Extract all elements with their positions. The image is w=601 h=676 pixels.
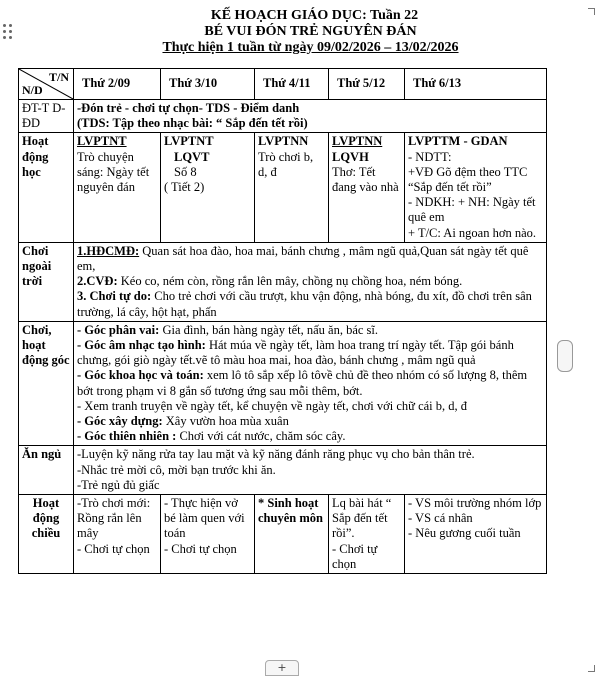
weekly-plan-table: [18, 68, 547, 574]
corner-item-head: - Góc thiên nhiên :: [77, 429, 177, 444]
row-label-corners: Chơi, hoạt động góc: [19, 321, 74, 446]
afternoon-text: - VS môi trường nhóm lớp: [408, 496, 542, 511]
activity-text: - NDTT:: [408, 149, 452, 164]
corner-item: [77, 429, 543, 444]
subject-code-2: LQVH: [332, 149, 369, 164]
corner-item-head: - Góc phân vai:: [77, 322, 160, 337]
theme-title: BÉ VUI ĐÓN TRẺ NGUYÊN ĐÁN: [204, 24, 417, 39]
welcome-cell: [74, 100, 547, 133]
activity-text: Trò chơi b, d, đ: [258, 149, 314, 179]
table-row: [19, 321, 547, 446]
corner-item: [77, 414, 543, 429]
activity-wed: [255, 133, 329, 242]
afternoon-text: - VS cá nhân: [408, 511, 473, 526]
corner-item: - Xem tranh truyện về ngày tết, kể chuyện về ngày tết, chơi với chữ cái b, d, đ: [77, 398, 468, 413]
outdoor-item: [77, 274, 543, 289]
welcome-line: (TDS: Tập theo nhạc bài: “ Sắp đến tết rồi): [77, 116, 308, 131]
row-label-welcome: ĐT-T D-ĐD: [19, 100, 74, 133]
row-label-outdoor: Chơi ngoài trời: [19, 242, 74, 321]
afternoon-thu: [329, 495, 405, 574]
activity-mon: [74, 133, 161, 242]
row-label-afternoon: Hoạt động chiều: [19, 495, 74, 574]
outdoor-item-head: 1.HĐCMĐ:: [77, 243, 140, 258]
day-header: Thứ 6/13: [405, 69, 547, 100]
subject-code-2: LQVT: [174, 149, 210, 164]
activity-tue: [161, 133, 255, 242]
row-label-meals: Ăn ngủ: [19, 446, 74, 495]
subject-code: LVPTNN: [258, 134, 309, 149]
subject-code: LVPTTM - GDAN: [408, 134, 508, 149]
activity-fri: [405, 133, 547, 242]
outdoor-item-head: 3. Chơi tự do:: [77, 289, 152, 304]
corner-cell: [19, 69, 74, 100]
drag-handle-icon[interactable]: [3, 24, 15, 40]
outdoor-item: [77, 289, 543, 319]
afternoon-text: - Chơi tự chọn: [164, 541, 237, 556]
row-label-activities: Hoạt động học: [19, 133, 74, 242]
subject-code: LVPTNN: [332, 134, 383, 149]
outdoor-item-head: 2.CVĐ:: [77, 274, 118, 289]
page-title: KẾ HOẠCH GIÁO DỤC: Tuần 22: [210, 8, 419, 23]
activity-text: Trò chuyện sáng: Ngày tết nguyên đán: [77, 149, 150, 195]
afternoon-fri: [405, 495, 547, 574]
welcome-line: -Đón trẻ - chơi tự chọn- TDS - Điểm danh: [77, 101, 300, 115]
activity-text: Số 8: [174, 164, 197, 179]
subject-code: LVPTNT: [164, 134, 214, 149]
day-header: Thứ 5/12: [329, 69, 405, 100]
table-row: [19, 446, 547, 495]
table-row: [19, 495, 547, 574]
margin-corner-icon: [588, 8, 595, 15]
outdoor-item: [77, 244, 543, 274]
corner-item-text: Chơi với cát nước, chăm sóc cây.: [179, 429, 346, 444]
meals-line: -Trẻ ngủ đủ giấc: [77, 477, 160, 492]
table-row: [19, 242, 547, 321]
plan-header: [0, 8, 601, 56]
corner-item-text: Hát múa về ngày tết, làm hoa trang trí ngày tết. Tập gói bánh chưng, gói giò ngày tết.vẽ tô màu hoa mai, hoa đào, bánh chưng , mâm ngũ quả: [77, 338, 514, 368]
outdoor-item-text: Kéo co, ném còn, rồng rắn lên mây, chồng nụ chồng hoa, ném bóng.: [120, 274, 463, 289]
activity-text: - NDKH: + NH: Ngày tết quê em: [408, 195, 536, 225]
margin-corner-icon: [588, 665, 595, 672]
activity-text: Thơ: Tết đang vào nhà: [332, 164, 399, 195]
afternoon-text: Lq bài hát “ Sắp đến tết rồi”.: [332, 496, 392, 541]
afternoon-tue: [161, 495, 255, 574]
activity-text: +VĐ Gõ đệm theo TTC “Sắp đến tết rồi”: [408, 164, 528, 195]
activity-thu: [329, 133, 405, 242]
activity-text: + T/C: Ai ngoan hơn nào.: [408, 225, 537, 240]
table-row: [19, 133, 547, 242]
corner-item: [77, 323, 543, 338]
corner-bottom-label: N/D: [22, 82, 43, 97]
outdoor-item-text: Cho trẻ chơi với cầu trượt, khu vận động, nhà bóng, đu xít, đồ chơi trên sân trường, lá cây, hột hạt, phấn: [77, 289, 532, 319]
afternoon-text: - Nêu gương cuối tuần: [408, 526, 521, 541]
afternoon-text: * Sinh hoạt chuyên môn: [258, 496, 323, 526]
corner-item-head: - Góc âm nhạc tạo hình:: [77, 338, 206, 353]
corners-cell: [74, 321, 547, 446]
corner-item: [77, 338, 543, 368]
corner-item-text: Gia đình, bán hàng ngày tết, nấu ăn, bác sĩ.: [162, 322, 379, 337]
table-row: [19, 100, 547, 133]
corner-item-head: - Góc khoa học và toán:: [77, 368, 204, 383]
corner-item: [77, 368, 543, 398]
outdoor-cell: [74, 242, 547, 321]
meals-line: -Nhắc trẻ mời cô, mời bạn trước khi ăn.: [77, 462, 276, 477]
meals-cell: [74, 446, 547, 495]
afternoon-text: -Trò chơi mới: Rồng rắn lên mây: [77, 496, 151, 541]
corner-item-head: - Góc xây dựng:: [77, 414, 163, 429]
corner-item-text: xem lô tô sắp xếp lô tôvề chủ đề theo nhóm có số lượng 8, thêm bớt trong phạm vi 8 gắn số tương ứng sau mỗi thêm, bớt.: [77, 368, 528, 398]
day-header: Thứ 2/09: [74, 69, 161, 100]
corner-item-text: Xây vườn hoa mùa xuân: [165, 414, 289, 429]
row-resize-handle[interactable]: [557, 340, 573, 372]
add-row-button[interactable]: +: [265, 660, 299, 676]
day-header: Thứ 3/10: [161, 69, 255, 100]
outdoor-item-text: Quan sát hoa đào, hoa mai, bánh chưng , mâm ngũ quả,Quan sát ngày tết quê em,: [77, 243, 529, 274]
date-range: Thực hiện 1 tuần từ ngày 09/02/2026 – 13/02/2026: [162, 40, 459, 55]
activity-text: ( Tiết 2): [164, 180, 205, 195]
subject-code: LVPTNT: [77, 134, 127, 149]
day-header: Thứ 4/11: [255, 69, 329, 100]
afternoon-text: - Chơi tự chọn: [332, 541, 378, 571]
afternoon-text: - Chơi tự chọn: [77, 541, 150, 556]
corner-top-label: T/N: [48, 70, 69, 84]
afternoon-wed: [255, 495, 329, 574]
afternoon-text: - Thực hiện vở bé làm quen với toán: [164, 496, 245, 541]
meals-line: -Luyện kỹ năng rửa tay lau mặt và kỹ năng đánh răng phục vụ cho bản thân trẻ.: [77, 447, 475, 462]
table-row: [19, 69, 547, 100]
afternoon-mon: [74, 495, 161, 574]
